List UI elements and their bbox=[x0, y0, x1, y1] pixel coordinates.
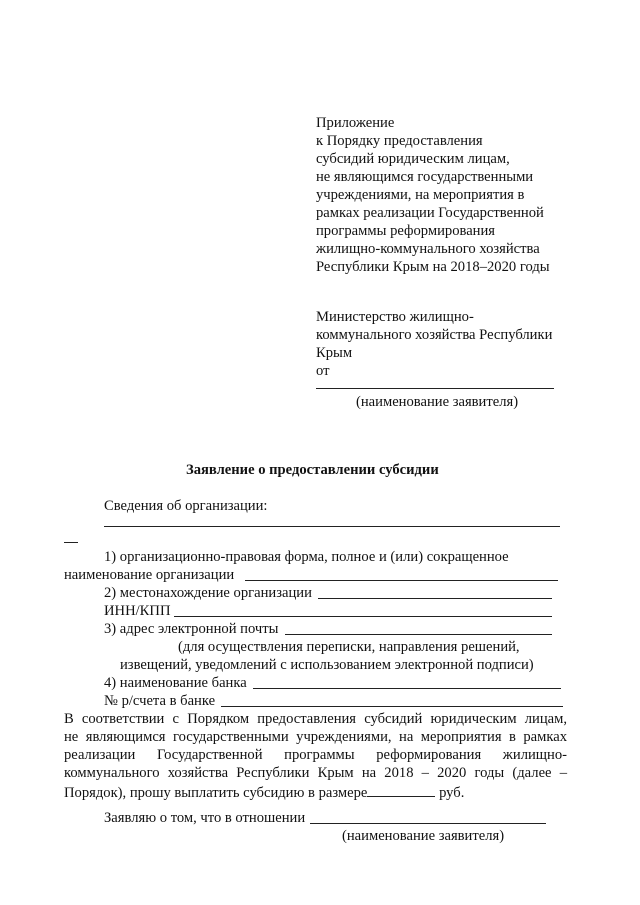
org-location-field[interactable] bbox=[318, 598, 552, 599]
appendix-line: к Порядку предоставления bbox=[316, 133, 483, 149]
email-field[interactable] bbox=[285, 634, 552, 635]
org-name-field[interactable] bbox=[245, 580, 558, 581]
applicant-caption: (наименование заявителя) bbox=[356, 394, 519, 410]
item1-label: наименование организации bbox=[64, 567, 235, 583]
item1-text: 1) организационно-правовая форма, полное и (или) сокращенное bbox=[104, 549, 509, 565]
declaration-caption: (наименование заявителя) bbox=[342, 828, 505, 844]
appendix-line: программы реформирования bbox=[316, 223, 496, 239]
addressee-line: коммунального хозяйства Республики bbox=[316, 327, 553, 343]
account-number-field[interactable] bbox=[221, 706, 563, 707]
subsidy-request-text: Порядок), прошу выплатить субсидию в размере bbox=[64, 785, 368, 801]
account-label: № р/счета в банке bbox=[104, 693, 216, 709]
org-info-field-continuation bbox=[64, 542, 78, 543]
paragraph-line: В соответствии с Порядком предоставления субсидий юридическим лицам, bbox=[64, 711, 567, 727]
inn-kpp-label: ИНН/КПП bbox=[104, 603, 171, 619]
item2-label: 2) местонахождение организации bbox=[104, 585, 312, 601]
inn-kpp-field[interactable] bbox=[174, 616, 552, 617]
addressee-from-label: от bbox=[316, 363, 330, 379]
item4-label: 4) наименование банка bbox=[104, 675, 247, 691]
appendix-line: Приложение bbox=[316, 115, 395, 131]
declaration-applicant-field[interactable] bbox=[310, 823, 546, 824]
subsidy-amount-field[interactable] bbox=[367, 782, 435, 797]
currency-unit: руб. bbox=[439, 785, 465, 801]
document-title: Заявление о предоставлении субсидии bbox=[186, 462, 439, 478]
email-note-line: извещений, уведомлений с использованием электронной подписи) bbox=[120, 657, 534, 673]
appendix-line: не являющимся государственными bbox=[316, 169, 534, 185]
appendix-line: Республики Крым на 2018–2020 годы bbox=[316, 259, 550, 275]
paragraph-line bbox=[64, 782, 464, 802]
applicant-name-field[interactable] bbox=[316, 388, 554, 389]
appendix-line: рамках реализации Государственной bbox=[316, 205, 544, 221]
appendix-line: учреждениями, на мероприятия в bbox=[316, 187, 525, 203]
email-note-line: (для осуществления переписки, направления решений, bbox=[178, 639, 520, 655]
org-info-label: Сведения об организации: bbox=[104, 498, 268, 514]
org-info-field[interactable] bbox=[104, 526, 560, 527]
declaration-text: Заявляю о том, что в отношении bbox=[104, 810, 306, 826]
addressee-line: Крым bbox=[316, 345, 353, 361]
paragraph-line: реализации Государственной программы реформирования жилищно- bbox=[64, 747, 567, 763]
appendix-line: субсидий юридическим лицам, bbox=[316, 151, 510, 167]
item3-label: 3) адрес электронной почты bbox=[104, 621, 279, 637]
paragraph-line: не являющимся государственными учреждениями, на мероприятия в рамках bbox=[64, 729, 567, 745]
paragraph-line: коммунального хозяйства Республики Крым на 2018 – 2020 годы (далее – bbox=[64, 765, 567, 781]
bank-name-field[interactable] bbox=[253, 688, 561, 689]
addressee-line: Министерство жилищно- bbox=[316, 309, 474, 325]
appendix-line: жилищно-коммунального хозяйства bbox=[316, 241, 540, 257]
